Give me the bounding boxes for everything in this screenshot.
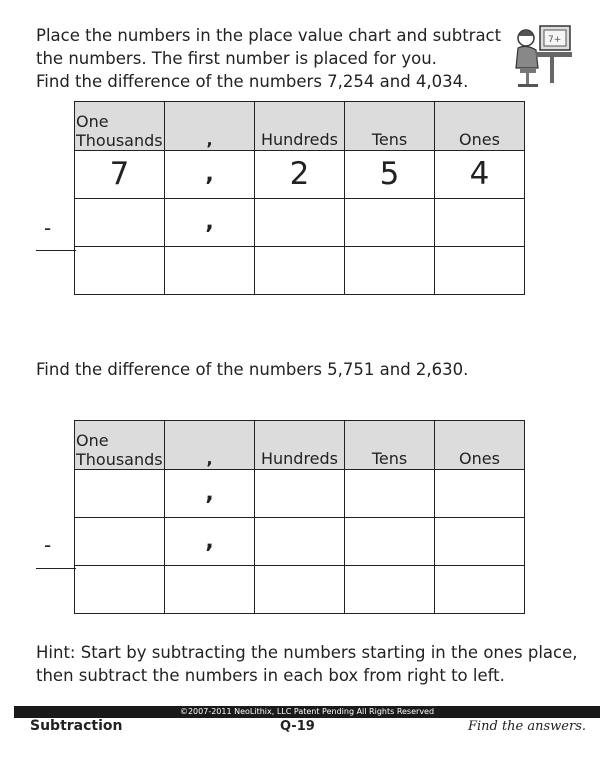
answer-cell-tens[interactable] [345,518,435,566]
subtrahend-row [75,199,525,247]
subtraction-line [36,250,76,251]
cell-comma [165,470,255,518]
answer-cell-ones[interactable] [435,566,525,614]
answer-cell-thousands[interactable] [75,518,165,566]
answer-cell-ones[interactable] [435,470,525,518]
header-comma-label: , [206,449,213,468]
answer-cell-hundreds[interactable] [255,199,345,247]
instruction-line-2: the numbers. The first number is placed for you. [36,49,437,68]
header-ones [435,102,525,151]
minuend-row [75,151,525,199]
difference-row [75,247,525,295]
header-row [75,102,525,151]
answer-cell-tens[interactable] [345,199,435,247]
answer-cell-hundreds[interactable] [255,247,345,295]
header-hundreds-label: Hundreds [260,130,339,149]
hint-line-2: then subtract the numbers in each box from right to left. [36,666,505,685]
answer-cell-hundreds[interactable] [255,470,345,518]
footer-topic: Subtraction [30,718,123,734]
header-ones-label: Ones [459,130,500,149]
answer-cell-ones[interactable] [435,518,525,566]
answer-cell-ones[interactable] [435,247,525,295]
header-tens-label: Tens [371,449,408,468]
hint-line-1: Hint: Start by subtracting the numbers starting in the ones place, [36,643,578,662]
header-comma [165,102,255,151]
answer-cell-thousands[interactable] [75,566,165,614]
place-value-chart-2 [74,420,525,614]
answer-cell-tens[interactable] [345,470,435,518]
header-comma [165,421,255,470]
header-thousands-label: Thousands [76,131,163,150]
header-thousands [75,421,165,470]
svg-text:7+: 7+ [548,35,562,45]
comma-mark: , [205,481,214,506]
difference-row [75,566,525,614]
header-one-label: One [76,431,109,450]
footer-page-id: Q-19 [280,719,315,734]
cell-thousands [75,151,165,199]
cell-comma [165,199,255,247]
footer-instruction: Find the answers. [467,719,586,734]
answer-cell-hundreds[interactable] [255,518,345,566]
subtraction-line [36,568,76,569]
place-value-chart-1 [74,101,525,295]
header-thousands-label: Thousands [76,450,163,469]
copyright-bar: ©2007-2011 NeoLithix, LLC Patent Pending All Rights Reserved [14,706,600,718]
header-ones-label: Ones [459,449,500,468]
minus-sign: - [44,533,52,557]
header-comma-label: , [206,130,213,149]
answer-cell-thousands[interactable] [75,199,165,247]
answer-cell-tens[interactable] [345,247,435,295]
subtrahend-row [75,518,525,566]
problem-2-prompt: Find the difference of the numbers 5,751 and 2,630. [36,360,469,379]
header-tens [345,102,435,151]
answer-cell-tens[interactable] [345,566,435,614]
answer-cell-thousands[interactable] [75,470,165,518]
header-one-label: One [76,112,109,131]
header-hundreds-label: Hundreds [260,449,339,468]
header-tens-label: Tens [371,130,408,149]
answer-cell-ones[interactable] [435,199,525,247]
header-hundreds [255,102,345,151]
header-hundreds [255,421,345,470]
header-ones [435,421,525,470]
comma-mark: , [205,210,214,235]
instructions [36,24,506,93]
instruction-line-3: Find the difference of the numbers 7,254 and 4,034. [36,72,469,91]
answer-cell-hundreds[interactable] [255,566,345,614]
answer-cell-thousands[interactable] [75,247,165,295]
answer-cell-comma[interactable] [165,247,255,295]
hint-text [36,641,578,687]
digit-thousands: 7 [109,156,130,192]
minuend-row [75,470,525,518]
instruction-line-1: Place the numbers in the place value chart and subtract [36,26,502,45]
digit-hundreds: 2 [289,156,310,192]
student-at-computer-clipart [510,18,574,90]
header-tens [345,421,435,470]
cell-tens [345,151,435,199]
header-thousands [75,102,165,151]
digit-tens: 5 [379,156,400,192]
cell-comma [165,151,255,199]
cell-hundreds [255,151,345,199]
digit-ones: 4 [469,156,490,192]
cell-ones [435,151,525,199]
cell-comma [165,518,255,566]
minus-sign: - [44,216,52,240]
comma-mark: , [205,529,214,554]
answer-cell-comma[interactable] [165,566,255,614]
comma-mark: , [205,162,214,187]
header-row [75,421,525,470]
